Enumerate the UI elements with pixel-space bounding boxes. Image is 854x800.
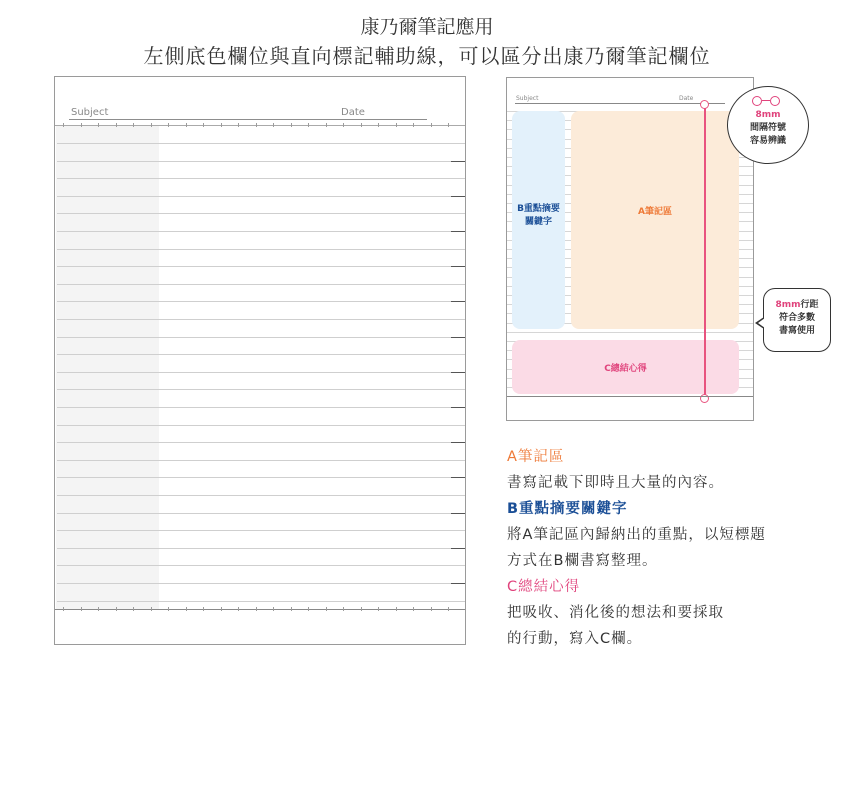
ruled-line (57, 530, 465, 531)
callout2-line1: 行距 (800, 300, 819, 310)
guide-tick (151, 607, 152, 611)
ruled-line (57, 196, 465, 197)
margin-mark (451, 407, 465, 408)
mini-ruled-line (507, 332, 753, 333)
legend-c-text-2: 的行動，寫入C欄。 (507, 631, 643, 647)
legend-a-title: A筆記區 (507, 449, 565, 465)
mini-header-line (515, 103, 725, 104)
guide-tick (133, 607, 134, 611)
guide-tick (343, 123, 344, 127)
guide-tick (63, 607, 64, 611)
margin-mark (451, 231, 465, 232)
cornell-diagram (506, 77, 754, 421)
guide-tick (378, 607, 379, 611)
guide-tick (116, 123, 117, 127)
ruled-line (57, 319, 465, 320)
mini-date-label: Date (679, 95, 694, 102)
zone-a-notes (571, 111, 739, 329)
callout2-line3: 書寫使用 (778, 326, 815, 336)
guide-tick (238, 607, 239, 611)
margin-mark (451, 196, 465, 197)
ruled-line (57, 161, 465, 162)
ruled-line (57, 231, 465, 232)
margin-mark (451, 161, 465, 162)
ruled-line (57, 460, 465, 461)
guide-tick (308, 123, 309, 127)
guide-tick (448, 123, 449, 127)
ruled-line (57, 337, 465, 338)
guide-tick (448, 607, 449, 611)
subject-label: Subject (71, 107, 109, 118)
guide-tick (186, 123, 187, 127)
margin-mark (451, 442, 465, 443)
ruled-line (57, 213, 465, 214)
guide-tick (413, 607, 414, 611)
ruled-line (57, 301, 465, 302)
callout-line-height (763, 288, 831, 352)
ruled-line (57, 178, 465, 179)
guide-tick (256, 607, 257, 611)
guide-tick (63, 123, 64, 127)
ruled-line (57, 249, 465, 250)
ruled-line (57, 565, 465, 566)
ruled-line (57, 495, 465, 496)
legend-c-title: C總結心得 (507, 579, 581, 595)
guide-tick (361, 607, 362, 611)
guide-tick (308, 607, 309, 611)
guide-tick (186, 607, 187, 611)
legend-b-text-1: 將A筆記區內歸納出的重點，以短標題 (507, 527, 766, 543)
guide-tick (396, 607, 397, 611)
dot-marks-icon (752, 95, 780, 108)
notebook-page (54, 76, 466, 645)
ruler-top-dot (700, 100, 709, 109)
margin-mark (451, 337, 465, 338)
mini-bottom-line (507, 396, 753, 397)
zone-b-keywords (512, 111, 565, 329)
guide-tick (81, 607, 82, 611)
guide-tick (221, 123, 222, 127)
zone-b-label-1: B重點摘要 (517, 204, 560, 214)
header-line (69, 119, 427, 120)
legend-text (507, 444, 827, 652)
ruled-line (57, 372, 465, 373)
guide-tick (168, 123, 169, 127)
ruled-line (57, 354, 465, 355)
ruled-line (57, 601, 465, 602)
margin-mark (451, 513, 465, 514)
ruled-line (57, 442, 465, 443)
ruled-line (57, 389, 465, 390)
measure-ruler (704, 104, 706, 401)
ruled-line (57, 477, 465, 478)
guide-tick (256, 123, 257, 127)
callout1-line2: 間隔符號 (749, 123, 786, 133)
margin-mark (451, 266, 465, 267)
ruled-line (57, 284, 465, 285)
guide-tick (291, 607, 292, 611)
callout1-measure: 8mm (755, 110, 781, 120)
bottom-guide-line (55, 609, 465, 610)
mini-subject-label: Subject (516, 95, 539, 102)
margin-mark (451, 548, 465, 549)
ruled-line (57, 425, 465, 426)
guide-tick (221, 607, 222, 611)
guide-tick (151, 123, 152, 127)
zone-c-label: C總結心得 (604, 363, 647, 374)
guide-tick (168, 607, 169, 611)
ruled-line (57, 266, 465, 267)
guide-tick (116, 607, 117, 611)
ruled-line (57, 513, 465, 514)
page-subtitle: 左側底色欄位與直向標記輔助線，可以區分出康乃爾筆記欄位 (143, 44, 711, 68)
guide-tick (98, 607, 99, 611)
legend-b-title: B重點摘要關鍵字 (507, 501, 628, 517)
ruled-line (57, 548, 465, 549)
margin-mark (451, 477, 465, 478)
guide-tick (431, 607, 432, 611)
cue-column (56, 125, 159, 609)
guide-tick (326, 123, 327, 127)
guide-tick (291, 123, 292, 127)
ruled-line (57, 143, 465, 144)
guide-tick (326, 607, 327, 611)
legend-c-text-1: 把吸收、消化後的想法和要採取 (507, 605, 724, 621)
guide-tick (343, 607, 344, 611)
ruled-line (57, 583, 465, 584)
zone-b-label-2: 關鍵字 (524, 217, 552, 227)
guide-tick (203, 123, 204, 127)
guide-tick (81, 123, 82, 127)
guide-tick (413, 123, 414, 127)
guide-tick (431, 123, 432, 127)
margin-mark (451, 372, 465, 373)
ruled-line (57, 407, 465, 408)
guide-tick (396, 123, 397, 127)
legend-b-text-2: 方式在B欄書寫整理。 (507, 553, 658, 569)
callout2-line2: 符合多數 (778, 313, 815, 323)
margin-mark (451, 583, 465, 584)
guide-tick (273, 123, 274, 127)
margin-mark (451, 301, 465, 302)
callout2-measure: 8mm (775, 300, 801, 310)
callout1-line3: 容易辨識 (749, 136, 786, 146)
guide-tick (273, 607, 274, 611)
guide-tick (133, 123, 134, 127)
guide-tick (238, 123, 239, 127)
guide-tick (361, 123, 362, 127)
guide-tick (203, 607, 204, 611)
legend-a-text: 書寫記載下即時且大量的內容。 (507, 475, 724, 491)
date-label: Date (341, 107, 365, 118)
callout-spacing-marks (727, 86, 809, 164)
zone-a-label: A筆記區 (638, 207, 672, 217)
guide-tick (98, 123, 99, 127)
page-title: 康乃爾筆記應用 (360, 16, 494, 38)
top-guide-line (55, 125, 465, 126)
guide-tick (378, 123, 379, 127)
